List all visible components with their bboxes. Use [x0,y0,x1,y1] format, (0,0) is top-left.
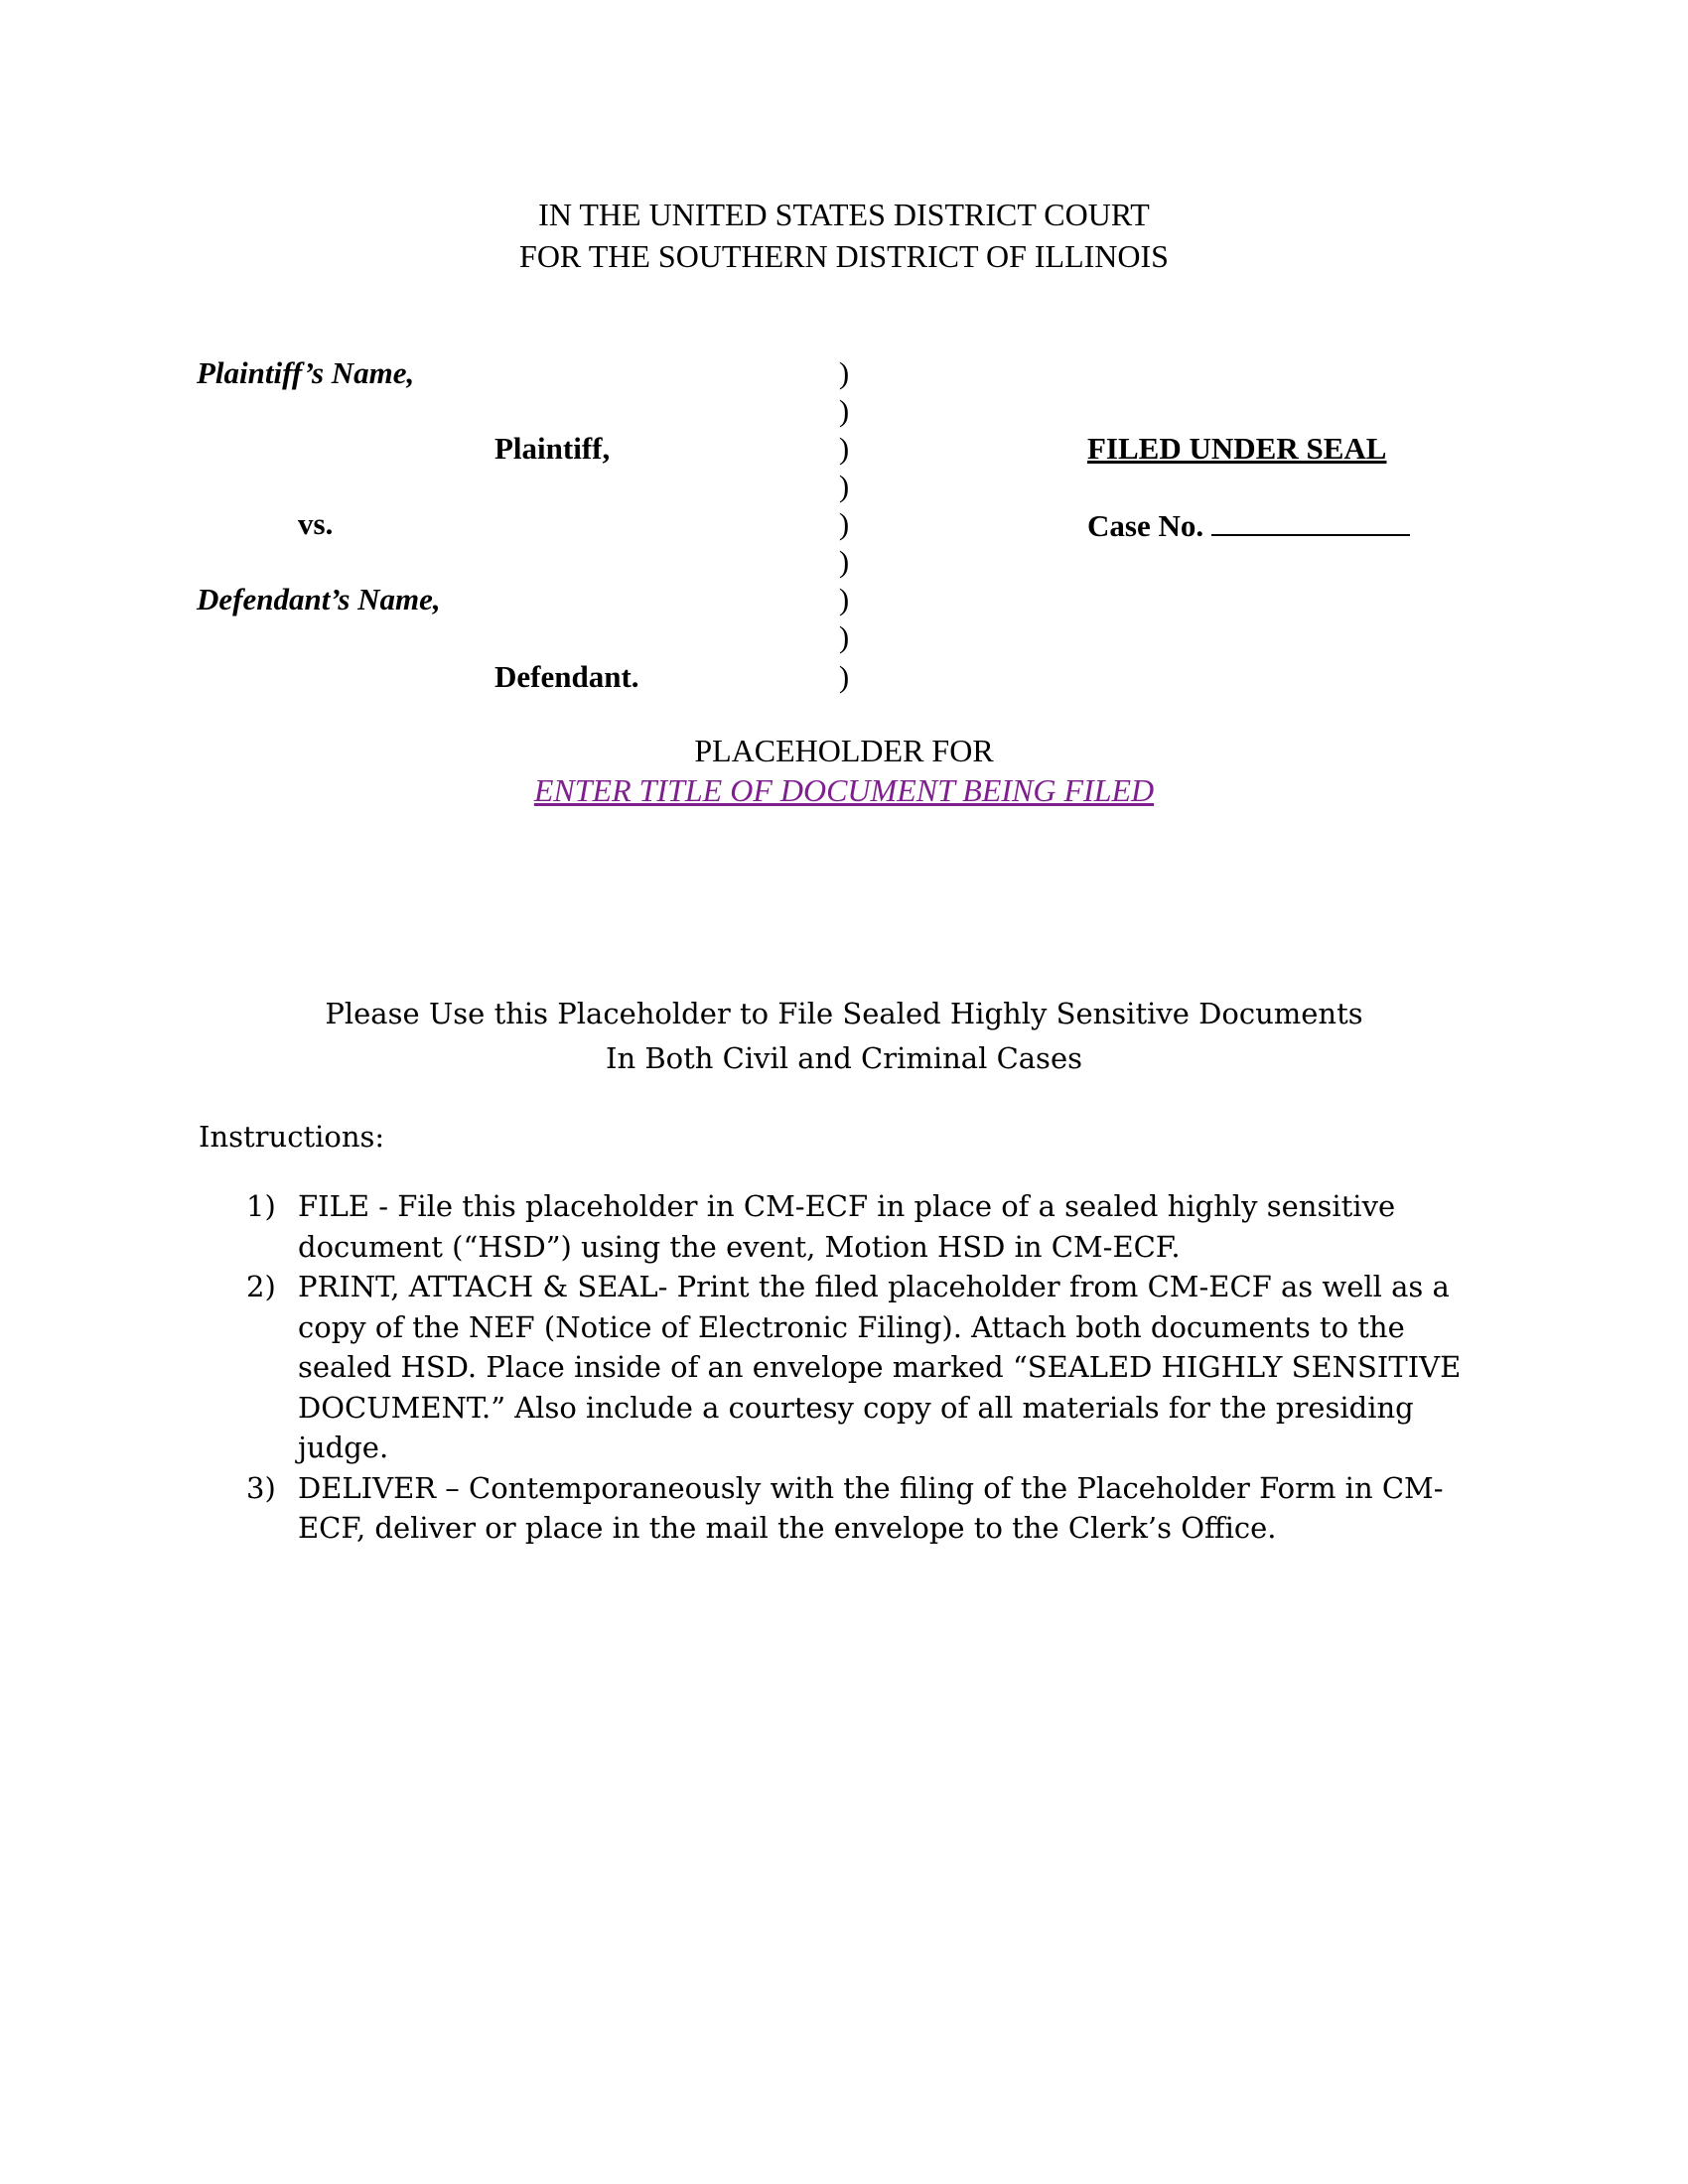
plaintiff-label: Plaintiff, [494,431,611,466]
list-item [199,1186,1489,1267]
list-item [199,1468,1489,1549]
document-title-link[interactable]: ENTER TITLE OF DOCUMENT BEING FILED [533,772,1155,808]
caption-paren: ) [838,659,850,694]
list-item-text: FILE - File this placeholder in CM-ECF in place of a sealed highly sensitive document (“HSD”) using the event, Motion HSD in CM-ECF. [298,1189,1396,1264]
filed-under-seal: FILED UNDER SEAL [1087,431,1387,466]
list-item-number: 2) [246,1270,276,1303]
list-item-text: DELIVER – Contemporaneously with the filing of the Placeholder Form in CM-ECF, deliver or place in the mail the envelope to the Clerk’s Office. [298,1470,1444,1545]
case-number-blank [1211,506,1410,536]
plaintiff-name: Plaintiff’s Name, [197,355,415,390]
list-item [199,1267,1489,1468]
caption-paren: ) [838,619,850,654]
placeholder-heading: PLACEHOLDER FOR [694,733,994,768]
notice-line-1: Please Use this Placeholder to File Sealed Highly Sensitive Documents [325,997,1363,1030]
case-number [1087,506,1410,544]
caption-paren: ) [838,431,850,466]
list-item-number: 1) [246,1189,276,1223]
caption-paren: ) [838,544,850,579]
defendant-label: Defendant. [494,659,639,694]
instructions-heading: Instructions: [199,1120,385,1154]
court-name: IN THE UNITED STATES DISTRICT COURT [538,197,1150,232]
court-district: FOR THE SOUTHERN DISTRICT OF ILLINOIS [519,238,1169,274]
caption-paren: ) [838,355,850,390]
defendant-name: Defendant’s Name, [197,582,441,616]
list-item-number: 3) [246,1470,276,1505]
list-item-text: PRINT, ATTACH & SEAL- Print the filed placeholder from CM-ECF as well as a copy of the NEF (Notice of Electronic Filing). Attach both documents to the sealed HSD. Place inside of an envelope marked “SEALED HIGHLY SENSITIVE DOCUMENT.” Also include a courtesy copy of all materials for the presiding judge. [298,1270,1462,1464]
caption-paren: ) [838,393,850,428]
case-number-label: Case No. [1087,508,1204,543]
caption-paren: ) [838,582,850,616]
caption-paren: ) [838,469,850,503]
document-title-line [0,772,1688,809]
notice-line-2: In Both Civil and Criminal Cases [605,1041,1082,1075]
instructions-list [199,1186,1489,1549]
versus-label: vs. [298,506,334,541]
caption-paren: ) [838,506,850,541]
